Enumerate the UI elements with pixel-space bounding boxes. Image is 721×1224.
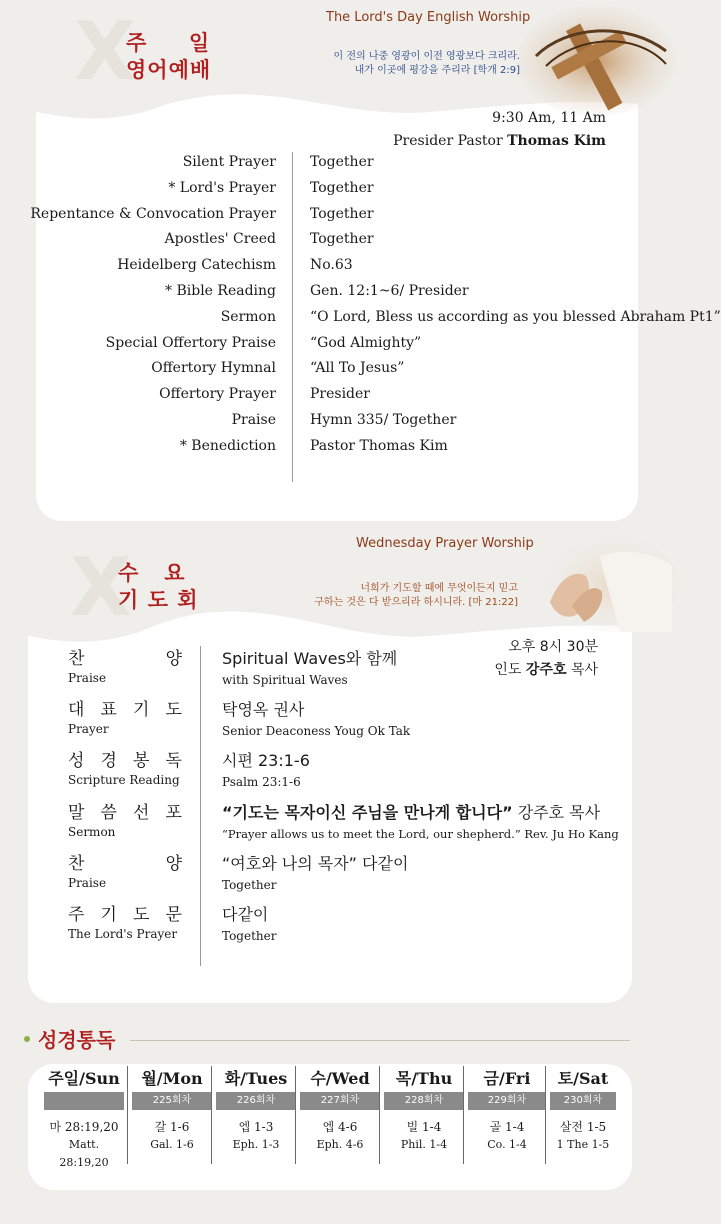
bible-day-separator (463, 1066, 464, 1164)
label-char: 독 (165, 751, 182, 771)
sunday-order-value: Presider (310, 386, 370, 402)
sermon-title: “기도는 목자이신 주님을 만나게 합니다” (222, 803, 513, 822)
wednesday-order-value-text: 다같이 (222, 905, 269, 924)
sunday-order-value: Pastor Thomas Kim (310, 438, 448, 454)
bible-day-column (44, 1066, 124, 1184)
wednesday-order-value-en: Senior Deaconess Youg Ok Tak (222, 724, 411, 738)
bible-day-reading-ko: 엡 4-6 (322, 1120, 358, 1134)
bible-day-header: 화/Tues (224, 1069, 288, 1088)
bible-day-column (216, 1066, 296, 1184)
wednesday-order-value-text: 시편 23:1-6 (222, 751, 310, 770)
bible-day-reading-ko: 골 1-4 (489, 1120, 525, 1134)
wednesday-divider (200, 646, 201, 966)
wednesday-title-ko (118, 560, 198, 614)
bible-day-separator (127, 1066, 128, 1164)
sunday-order-value: No.63 (310, 257, 353, 273)
label-char: 도 (133, 905, 150, 925)
wednesday-title-ko-line1: 수 요 (118, 561, 186, 585)
wednesday-order-label-en: Praise (68, 671, 107, 685)
bible-day-header: 월/Mon (141, 1069, 203, 1088)
sunday-order-label: Offertory Hymnal (151, 360, 276, 376)
wednesday-title-en: Wednesday Prayer Worship (356, 536, 534, 551)
bible-day-session-badge: 226회차 (216, 1092, 296, 1110)
leader-suffix: 목사 (570, 662, 598, 678)
sunday-order-label: Special Offertory Praise (105, 335, 276, 351)
bullet-dot-icon (24, 1036, 30, 1042)
bible-day-separator (295, 1066, 296, 1164)
bible-day-reading-en: Eph. 1-3 (232, 1138, 280, 1151)
sunday-order-label: Offertory Prayer (159, 386, 276, 402)
bible-day-column (550, 1066, 616, 1184)
x-decoration-icon-2: X (70, 541, 132, 634)
wednesday-time: 오후 8시 30분 (508, 639, 598, 655)
sunday-order-value: Hymn 335/ Together (310, 412, 457, 428)
label-char: 문 (165, 905, 182, 925)
wednesday-order-value-en: with Spiritual Waves (222, 673, 348, 687)
leader-prefix: 인도 (494, 662, 522, 678)
sunday-verse-line1: 이 전의 나중 영광이 이전 영광보다 크리라. (333, 51, 520, 62)
wednesday-order-label-en: Praise (68, 876, 107, 890)
sunday-divider (292, 152, 293, 482)
sunday-order-label: * Lord's Prayer (168, 180, 276, 196)
wednesday-order-value-text: Spiritual Waves와 함께 (222, 649, 398, 668)
wednesday-verse-line2: 구하는 것은 다 받으리라 하시니라. [마 21:22] (314, 597, 518, 608)
label-char: 양 (165, 854, 182, 874)
presider-name: Thomas Kim (507, 133, 606, 149)
sunday-title-ko-line1: 주 일 (126, 31, 211, 55)
bible-day-header: 목/Thu (395, 1069, 453, 1088)
bible-day-reading-en: Matt. 28:19,20 (59, 1138, 109, 1169)
sunday-order-value: Together (310, 180, 374, 196)
wednesday-order-label-ko (68, 699, 182, 721)
sunday-order-label: * Benediction (179, 438, 276, 454)
bible-day-session-badge: 229회차 (468, 1092, 546, 1110)
bible-day-session-badge: 228회차 (384, 1092, 464, 1110)
bible-day-session-badge: 227회차 (300, 1092, 380, 1110)
bible-day-reading-en: Gal. 1-6 (150, 1138, 194, 1151)
wednesday-order-label-en: Sermon (68, 825, 116, 839)
bible-day-column (468, 1066, 546, 1184)
bible-day-reading-ko: 살전 1-5 (559, 1120, 607, 1134)
label-char: 양 (165, 649, 182, 669)
bible-day-column (300, 1066, 380, 1184)
bible-day-separator (545, 1066, 546, 1164)
label-char: 표 (100, 700, 117, 720)
cross-icon (516, 6, 672, 116)
sunday-time-block (380, 107, 606, 153)
wednesday-order-value (222, 648, 397, 670)
label-char: 찬 (68, 649, 85, 669)
wednesday-order-value-en: “Prayer allows us to meet the Lord, our shepherd.” Rev. Ju Ho Kang (222, 827, 619, 841)
bible-day-header: 토/Sat (557, 1069, 609, 1088)
sunday-order-label: Apostles' Creed (164, 231, 276, 247)
sunday-order-label: Sermon (220, 309, 276, 325)
label-char: 말 (68, 803, 85, 823)
wednesday-order-value (222, 750, 310, 772)
sunday-verse-line2: 내가 이곳에 평강을 주리라 [학개 2:9] (354, 65, 520, 76)
bible-day-separator (211, 1066, 212, 1164)
bible-day-header: 주일/Sun (48, 1069, 120, 1088)
wednesday-order-label-en: Prayer (68, 722, 109, 736)
wednesday-title-ko-line2: 기 도 회 (118, 588, 199, 612)
wednesday-order-label-en: The Lord's Prayer (68, 927, 178, 941)
bible-day-reading-en: Eph. 4-6 (316, 1138, 364, 1151)
sunday-order-value: “God Almighty” (310, 335, 422, 351)
sunday-order-value: Together (310, 154, 374, 170)
wednesday-verse-line1: 너희가 기도할 때에 무엇이든지 믿고 (360, 583, 518, 594)
bible-reading-rule (130, 1040, 630, 1041)
bible-day-reading-en: Co. 1-4 (487, 1138, 527, 1151)
bible-day-session-badge: 225회차 (132, 1092, 212, 1110)
label-char: 포 (165, 803, 182, 823)
label-char: 찬 (68, 854, 85, 874)
label-char: 도 (165, 700, 182, 720)
wednesday-order-label-ko (68, 802, 182, 824)
label-char: 기 (100, 905, 117, 925)
label-char: 성 (68, 751, 85, 771)
wednesday-order-value (222, 904, 268, 926)
sunday-order-label: Praise (231, 412, 276, 428)
bible-day-reading-ko: 빌 1-4 (406, 1120, 442, 1134)
sunday-order-value: Together (310, 231, 374, 247)
wednesday-time-block (430, 636, 598, 682)
sunday-title-ko-line2: 영어예배 (126, 58, 212, 82)
label-char: 선 (133, 803, 150, 823)
bible-day-reading-ko: 마 28:19,20 (49, 1120, 119, 1134)
bible-reading-table (44, 1066, 616, 1184)
label-char: 봉 (133, 751, 150, 771)
sunday-order-value: Together (310, 206, 374, 222)
label-char: 씀 (100, 803, 117, 823)
bible-day-separator (379, 1066, 380, 1164)
sunday-title-ko (126, 30, 211, 84)
bible-day-reading-ko: 갈 1-6 (154, 1120, 190, 1134)
label-char: 기 (133, 700, 150, 720)
label-char: 대 (68, 700, 85, 720)
bible-day-reading-ko: 엡 1-3 (238, 1120, 274, 1134)
presider-prefix: Presider Pastor (393, 133, 503, 149)
sunday-order-label: * Bible Reading (165, 283, 276, 299)
wednesday-order-value-en: Together (222, 929, 277, 943)
sunday-order-value: Gen. 12:1~6/ Presider (310, 283, 469, 299)
bible-day-reading-en: Phil. 1-4 (400, 1138, 448, 1151)
wednesday-leader (430, 659, 598, 682)
sunday-verse (300, 50, 520, 78)
wednesday-order-label-ko (68, 750, 182, 772)
bible-day-header: 금/Fri (483, 1069, 531, 1088)
bible-day-column (132, 1066, 212, 1184)
bible-day-column (384, 1066, 464, 1184)
sunday-title-en: The Lord's Day English Worship (326, 10, 531, 25)
sunday-time: 9:30 Am, 11 Am (492, 110, 606, 126)
sunday-order-value: “All To Jesus” (310, 360, 405, 376)
wednesday-order-label-ko (68, 904, 182, 926)
wednesday-order-value-en: Psalm 23:1-6 (222, 775, 301, 789)
label-char: 주 (68, 905, 85, 925)
sunday-order-value: “O Lord, Bless us according as you blessed Abraham Pt1” (310, 309, 721, 325)
sunday-order-label: Repentance & Convocation Prayer (30, 206, 276, 222)
wednesday-order-value-text: 강주호 목사 (512, 803, 601, 822)
wednesday-order-label-ko (68, 648, 182, 670)
wednesday-order-value (222, 699, 304, 721)
wednesday-order-value-text: “여호와 나의 목자” 다같이 (222, 854, 409, 873)
wednesday-verse (290, 582, 518, 610)
wednesday-order-label-ko (68, 853, 182, 875)
bible-day-session-badge: 230회차 (550, 1092, 616, 1110)
bible-day-reading-en: 1 The 1-5 (556, 1138, 610, 1151)
bible-reading-title: 성경통독 (38, 1028, 116, 1052)
bible-day-session-badge (44, 1092, 124, 1110)
wednesday-order-value (222, 802, 600, 824)
wednesday-order-value-text: 탁영옥 권사 (222, 700, 305, 719)
wednesday-order-value (222, 853, 408, 875)
praying-hands-icon (530, 536, 672, 632)
bible-day-header: 수/Wed (310, 1069, 370, 1088)
x-decoration-icon: X (74, 5, 136, 98)
wednesday-order-label-en: Scripture Reading (68, 773, 180, 787)
sunday-presider (380, 130, 606, 153)
leader-name: 강주호 (525, 662, 567, 678)
sunday-order-label: Silent Prayer (182, 154, 276, 170)
label-char: 경 (100, 751, 117, 771)
sunday-order-label: Heidelberg Catechism (117, 257, 276, 273)
wednesday-order-value-en: Together (222, 878, 277, 892)
